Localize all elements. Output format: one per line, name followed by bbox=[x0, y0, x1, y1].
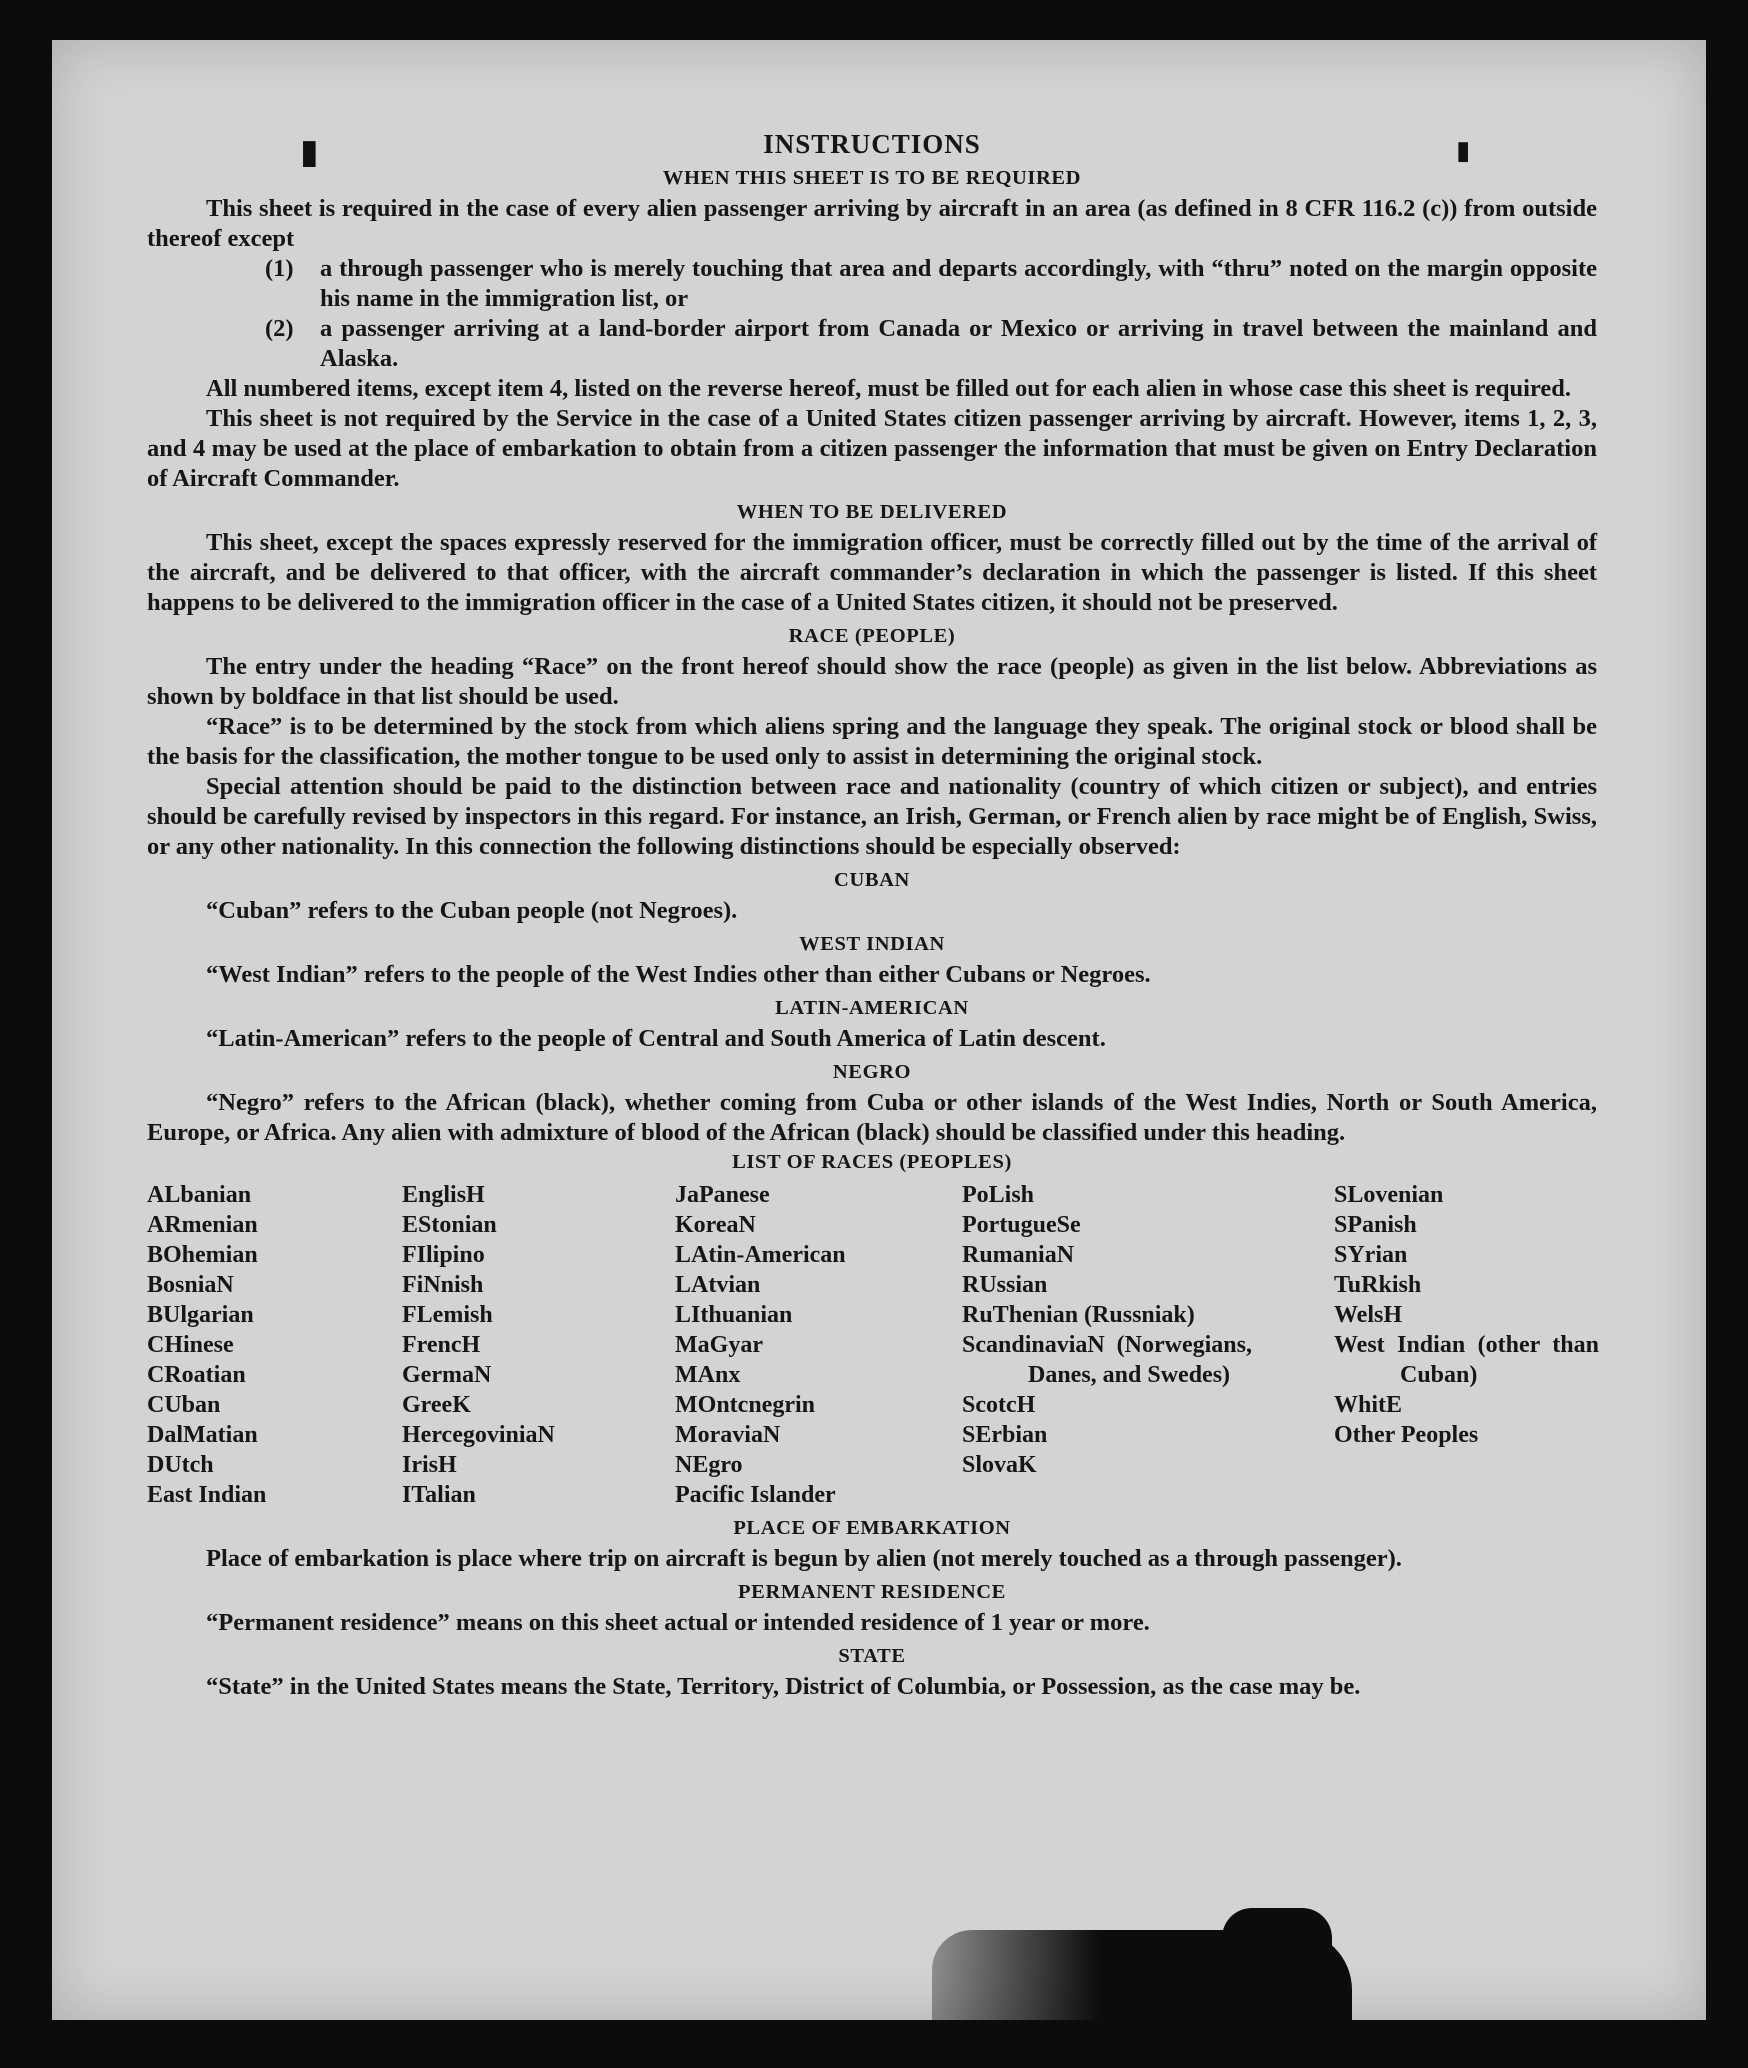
race-para-2: “Race” is to be determined by the stock from which aliens spring and the language they speak. The original stock or blood shall be the basis for the classification, the mother tongue to be used only to assist in determining the original stock. bbox=[147, 713, 1597, 770]
race-list-column-5 bbox=[1334, 1180, 1599, 1450]
race-list-item: RumaniaN bbox=[962, 1242, 1075, 1268]
heading-race: RACE (PEOPLE) bbox=[788, 625, 956, 647]
heading-embarkation: PLACE OF EMBARKATION bbox=[733, 1517, 1011, 1539]
torn-edge bbox=[1222, 1908, 1332, 1948]
required-para-2: All numbered items, except item 4, listed on the reverse hereof, must be filled out for each alien in whose case this sheet is required. bbox=[206, 375, 1572, 402]
race-list-item: DalMatian bbox=[147, 1422, 258, 1448]
exception-item-1-number: (1) bbox=[265, 255, 294, 282]
race-list-item: NEgro bbox=[675, 1452, 743, 1478]
race-list-column-1 bbox=[147, 1180, 387, 1510]
punch-mark-right: ▮ bbox=[1456, 136, 1471, 165]
punch-mark-left: ▮ bbox=[300, 134, 319, 171]
race-list-item: GreeK bbox=[402, 1392, 471, 1418]
race-list-item: KoreaN bbox=[675, 1212, 756, 1238]
race-list-item: RuThenian (Russniak) bbox=[962, 1302, 1195, 1328]
heading-required: WHEN THIS SHEET IS TO BE REQUIRED bbox=[662, 167, 1082, 189]
race-list-item: EnglisH bbox=[402, 1182, 485, 1208]
race-list-item: EStonian bbox=[402, 1212, 497, 1238]
race-list-item: ScotcH bbox=[962, 1392, 1036, 1418]
required-para-3: This sheet is not required by the Service in the case of a United States citizen passenger arriving by aircraft. However, items 1, 2, 3, and 4 may be used at the place of embarkation to obtain from a citizen passenger the information that must be given on Entry Declaration of Aircraft Commander. bbox=[147, 405, 1597, 492]
race-list-item: WelsH bbox=[1334, 1302, 1403, 1328]
delivered-para: This sheet, except the spaces expressly reserved for the immigration officer, must be correctly filled out by the time of the arrival of the aircraft, and be delivered to that officer, with the aircraft commander’s declaration in which the passenger is listed. If this sheet happens to be delivered to the immigration officer in the case of a United States citizen, it should not be preserved. bbox=[147, 529, 1597, 616]
race-list-item: LAtin-American bbox=[675, 1242, 846, 1268]
heading-residence: PERMANENT RESIDENCE bbox=[738, 1581, 1006, 1603]
heading-latin-american: LATIN-AMERICAN bbox=[775, 997, 969, 1019]
race-list bbox=[147, 1180, 1597, 1510]
race-list-column-4 bbox=[962, 1180, 1252, 1480]
race-list-item: DUtch bbox=[147, 1452, 214, 1478]
race-list-item: FIlipino bbox=[402, 1242, 485, 1268]
race-list-item: ScandinaviaN (Norwegians, Danes, and Swedes) bbox=[962, 1332, 1252, 1388]
race-list-item: SLovenian bbox=[1334, 1182, 1444, 1208]
race-list-item: MoraviaN bbox=[675, 1422, 781, 1448]
exception-item-1-text: a through passenger who is merely touching that area and departs accordingly, with “thru” noted on the margin opposite his name in the immigration list, or bbox=[320, 255, 1597, 312]
race-list-item: West Indian (other than Cuban) bbox=[1334, 1332, 1599, 1388]
race-list-item: RUssian bbox=[962, 1272, 1048, 1298]
west-indian-para: “West Indian” refers to the people of the West Indies other than either Cubans or Negroes. bbox=[206, 961, 1151, 988]
race-list-item: Other Peoples bbox=[1334, 1422, 1479, 1448]
race-list-item: CUban bbox=[147, 1392, 221, 1418]
race-list-item: LAtvian bbox=[675, 1272, 761, 1298]
race-list-item: GermaN bbox=[402, 1362, 492, 1388]
heading-west-indian: WEST INDIAN bbox=[799, 933, 945, 955]
race-list-item: BUlgarian bbox=[147, 1302, 254, 1328]
race-list-item: HercegoviniaN bbox=[402, 1422, 555, 1448]
race-list-item: BosniaN bbox=[147, 1272, 234, 1298]
race-list-item: IrisH bbox=[402, 1452, 457, 1478]
instructions-content bbox=[147, 128, 1597, 1702]
race-list-item: FiNnish bbox=[402, 1272, 484, 1298]
exception-item-2-number: (2) bbox=[265, 315, 294, 342]
race-list-item: ALbanian bbox=[147, 1182, 252, 1208]
heading-delivered: WHEN TO BE DELIVERED bbox=[736, 501, 1008, 523]
race-list-item: PoLish bbox=[962, 1182, 1035, 1208]
state-para: “State” in the United States means the State, Territory, District of Columbia, or Possession, as the case may be. bbox=[206, 1673, 1361, 1700]
race-list-item: MAnx bbox=[675, 1362, 741, 1388]
race-list-item: FrencH bbox=[402, 1332, 481, 1358]
race-list-item: TuRkish bbox=[1334, 1272, 1422, 1298]
heading-state: STATE bbox=[838, 1645, 906, 1667]
race-list-item: Pacific Islander bbox=[675, 1482, 836, 1508]
exception-item-2-text: a passenger arriving at a land-border airport from Canada or Mexico or arriving in travel between the mainland and Alaska. bbox=[320, 315, 1597, 372]
race-list-item: SlovaK bbox=[962, 1452, 1037, 1478]
cuban-para: “Cuban” refers to the Cuban people (not Negroes). bbox=[206, 897, 738, 924]
race-list-column-2 bbox=[402, 1180, 642, 1510]
exception-item-2 bbox=[265, 314, 1597, 374]
residence-para: “Permanent residence” means on this sheet actual or intended residence of 1 year or more. bbox=[206, 1609, 1150, 1636]
race-list-item: MaGyar bbox=[675, 1332, 763, 1358]
heading-cuban: CUBAN bbox=[834, 869, 910, 891]
race-list-item: MOntcnegrin bbox=[675, 1392, 815, 1418]
race-list-item: CRoatian bbox=[147, 1362, 246, 1388]
race-list-item: East Indian bbox=[147, 1482, 267, 1508]
race-list-item: ARmenian bbox=[147, 1212, 258, 1238]
heading-negro: NEGRO bbox=[832, 1061, 912, 1083]
race-list-column-3 bbox=[675, 1180, 935, 1510]
latin-american-para: “Latin-American” refers to the people of Central and South America of Latin descent. bbox=[206, 1025, 1106, 1052]
race-list-item: ITalian bbox=[402, 1482, 476, 1508]
exception-item-1 bbox=[265, 254, 1597, 314]
race-list-item: CHinese bbox=[147, 1332, 234, 1358]
negro-para: “Negro” refers to the African (black), whether coming from Cuba or other islands of the West Indies, North or South America, Europe, or Africa. Any alien with admixture of blood of the African (black) should be classified under this heading. bbox=[147, 1089, 1597, 1146]
race-list-item: PortugueSe bbox=[962, 1212, 1081, 1238]
required-intro: This sheet is required in the case of every alien passenger arriving by aircraft in an area (as defined in 8 CFR 116.2 (c)) from outside thereof except bbox=[147, 195, 1597, 252]
embarkation-para: Place of embarkation is place where trip on aircraft is begun by alien (not merely touched as a through passenger). bbox=[206, 1545, 1402, 1572]
race-list-item: BOhemian bbox=[147, 1242, 258, 1268]
race-list-item: JaPanese bbox=[675, 1182, 770, 1208]
race-list-item: LIthuanian bbox=[675, 1302, 793, 1328]
race-list-item: WhitE bbox=[1334, 1392, 1403, 1418]
race-para-3: Special attention should be paid to the distinction between race and nationality (country of which citizen or subject), and entries should be carefully revised by inspectors in this regard. For instance, an Irish, German, or French alien by race might be of English, Swiss, or any other nationality. In this connection the following distinctions should be especially observed: bbox=[147, 773, 1597, 860]
heading-list-of-races: LIST OF RACES (PEOPLES) bbox=[732, 1151, 1012, 1173]
race-list-item: SErbian bbox=[962, 1422, 1048, 1448]
race-list-item: SPanish bbox=[1334, 1212, 1417, 1238]
race-list-item: FLemish bbox=[402, 1302, 493, 1328]
race-para-1: The entry under the heading “Race” on the front hereof should show the race (people) as given in the list below. Abbreviations as shown by boldface in that list should be used. bbox=[147, 653, 1597, 710]
page-title: INSTRUCTIONS bbox=[763, 129, 981, 159]
race-list-item: SYrian bbox=[1334, 1242, 1408, 1268]
document-page bbox=[52, 40, 1706, 2020]
